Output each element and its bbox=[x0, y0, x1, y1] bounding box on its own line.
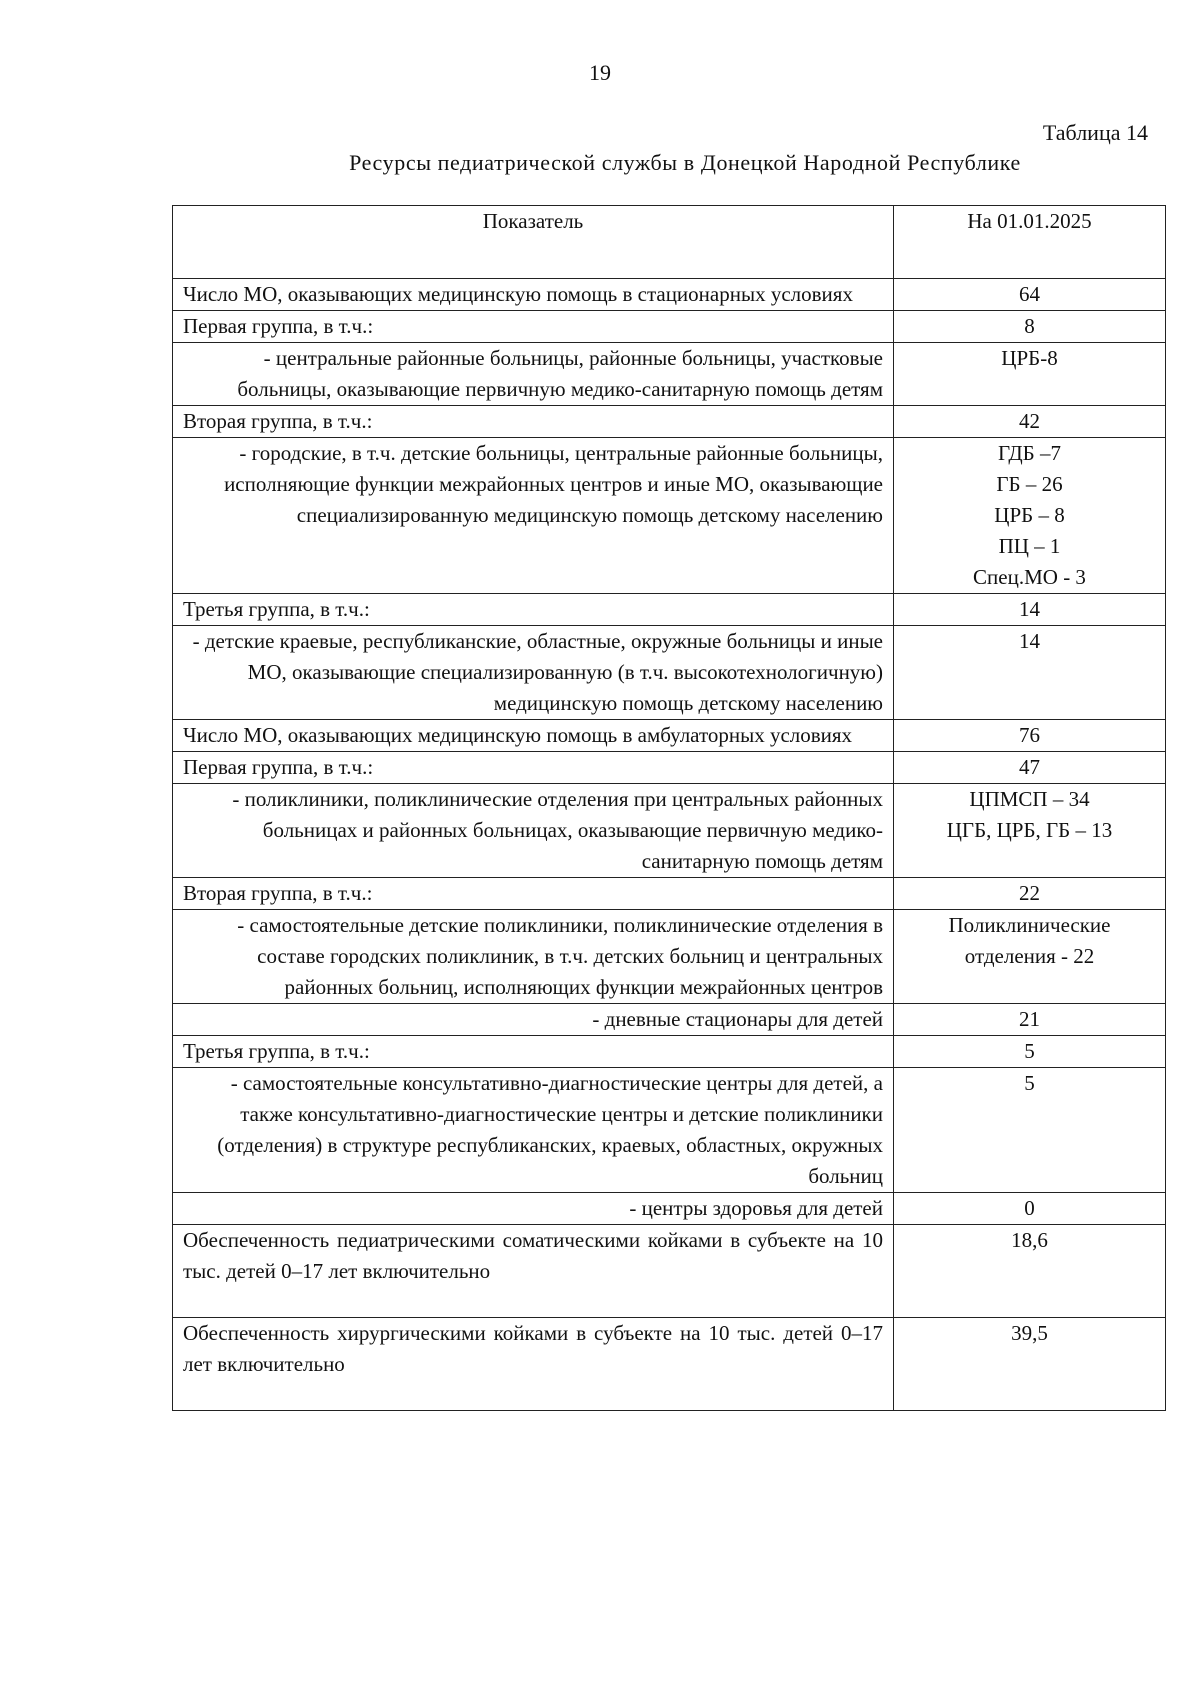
row-value bbox=[894, 910, 1166, 1004]
table-row bbox=[173, 752, 1166, 784]
table-row bbox=[173, 878, 1166, 910]
row-indicator: Третья группа, в т.ч.: bbox=[173, 594, 894, 626]
row-value bbox=[894, 1004, 1166, 1036]
row-value-line: ЦПМСП – 34 bbox=[969, 787, 1090, 811]
row-value-line: 39,5 bbox=[1011, 1321, 1048, 1345]
row-value bbox=[894, 311, 1166, 343]
table-row bbox=[173, 406, 1166, 438]
row-value bbox=[894, 1068, 1166, 1193]
row-value-line: 0 bbox=[1024, 1196, 1035, 1220]
row-value bbox=[894, 626, 1166, 720]
row-value bbox=[894, 1193, 1166, 1225]
row-indicator: - поликлиники, поликлинические отделения при центральных районных больницах и районных больницах, оказывающие первичную медико-санитарную помощь детям bbox=[173, 784, 894, 878]
row-value bbox=[894, 406, 1166, 438]
table-row bbox=[173, 1193, 1166, 1225]
row-value bbox=[894, 343, 1166, 406]
table-row bbox=[173, 626, 1166, 720]
table-label: Таблица 14 bbox=[1042, 120, 1148, 145]
row-value-line: ГДБ –7 bbox=[998, 441, 1061, 465]
row-indicator: Первая группа, в т.ч.: bbox=[173, 311, 894, 343]
header-value: На 01.01.2025 bbox=[894, 206, 1166, 279]
row-value-line: 76 bbox=[1019, 723, 1040, 747]
row-indicator: Вторая группа, в т.ч.: bbox=[173, 406, 894, 438]
row-indicator: - самостоятельные консультативно-диагностические центры для детей, а также консультативно-диагностические центры и детские поликлиники (отделения) в структуре республиканских, краевых, областных, окружных больниц bbox=[173, 1068, 894, 1193]
row-value-line: Поликлинические bbox=[948, 913, 1111, 937]
row-value bbox=[894, 438, 1166, 594]
row-indicator: Обеспеченность педиатрическими соматическими койками в субъекте на 10 тыс. детей 0–17 лет включительно bbox=[173, 1225, 894, 1318]
table-row bbox=[173, 1036, 1166, 1068]
table-header-row bbox=[173, 206, 1166, 279]
table-row bbox=[173, 279, 1166, 311]
row-indicator: Число МО, оказывающих медицинскую помощь в стационарных условиях bbox=[173, 279, 894, 311]
row-indicator: - центры здоровья для детей bbox=[173, 1193, 894, 1225]
table-row bbox=[173, 1004, 1166, 1036]
row-value-line: 42 bbox=[1019, 409, 1040, 433]
row-indicator: Число МО, оказывающих медицинскую помощь в амбулаторных условиях bbox=[173, 720, 894, 752]
row-indicator: - дневные стационары для детей bbox=[173, 1004, 894, 1036]
table-body bbox=[173, 279, 1166, 1411]
header-indicator: Показатель bbox=[173, 206, 894, 279]
row-value-line: ЦРБ-8 bbox=[1001, 346, 1058, 370]
row-indicator: - детские краевые, республиканские, областные, окружные больницы и иные МО, оказывающие специализированную (в т.ч. высокотехнологичную) медицинскую помощь детскому населению bbox=[173, 626, 894, 720]
table-row bbox=[173, 1318, 1166, 1411]
row-value-line: ЦГБ, ЦРБ, ГБ – 13 bbox=[946, 818, 1113, 842]
table-row bbox=[173, 311, 1166, 343]
table-title: Ресурсы педиатрической службы в Донецкой Народной Республике bbox=[349, 150, 1021, 175]
row-value-line: 5 bbox=[1024, 1039, 1035, 1063]
row-value-line: 64 bbox=[1019, 282, 1040, 306]
row-value-line: 21 bbox=[1019, 1007, 1040, 1031]
row-value bbox=[894, 594, 1166, 626]
row-value bbox=[894, 720, 1166, 752]
row-value-line: 47 bbox=[1019, 755, 1040, 779]
row-value bbox=[894, 1225, 1166, 1318]
row-value-line: 22 bbox=[1019, 881, 1040, 905]
row-value bbox=[894, 784, 1166, 878]
table-row bbox=[173, 1225, 1166, 1318]
row-value-line: 8 bbox=[1024, 314, 1035, 338]
table-row bbox=[173, 594, 1166, 626]
row-value bbox=[894, 279, 1166, 311]
row-value bbox=[894, 878, 1166, 910]
row-value bbox=[894, 1036, 1166, 1068]
row-value-line: 18,6 bbox=[1011, 1228, 1048, 1252]
row-value-line: 5 bbox=[1024, 1071, 1035, 1095]
row-indicator: Третья группа, в т.ч.: bbox=[173, 1036, 894, 1068]
table-row bbox=[173, 784, 1166, 878]
resources-table bbox=[172, 205, 1166, 1411]
row-indicator: - центральные районные больницы, районные больницы, участковые больницы, оказывающие первичную медико-санитарную помощь детям bbox=[173, 343, 894, 406]
row-value-line: отделения - 22 bbox=[964, 944, 1095, 968]
row-value bbox=[894, 1318, 1166, 1411]
row-value-line: 14 bbox=[1019, 629, 1040, 653]
table-row bbox=[173, 720, 1166, 752]
row-value-line: ГБ – 26 bbox=[996, 472, 1063, 496]
row-indicator: Вторая группа, в т.ч.: bbox=[173, 878, 894, 910]
table-row bbox=[173, 343, 1166, 406]
row-indicator: - самостоятельные детские поликлиники, поликлинические отделения в составе городских поликлиник, в т.ч. детских больниц и центральных районных больниц, исполняющих функции межрайонных центров bbox=[173, 910, 894, 1004]
row-value-line: ПЦ – 1 bbox=[998, 534, 1061, 558]
row-value-line: Спец.МО - 3 bbox=[973, 565, 1086, 589]
row-value bbox=[894, 752, 1166, 784]
row-value-line: ЦРБ – 8 bbox=[994, 503, 1065, 527]
row-value-line: 14 bbox=[1019, 597, 1040, 621]
row-indicator: Обеспеченность хирургическими койками в субъекте на 10 тыс. детей 0–17 лет включительно bbox=[173, 1318, 894, 1411]
table-row bbox=[173, 1068, 1166, 1193]
table-row bbox=[173, 910, 1166, 1004]
table-row bbox=[173, 438, 1166, 594]
page-number: 19 bbox=[589, 60, 611, 85]
row-indicator: - городские, в т.ч. детские больницы, центральные районные больницы, исполняющие функции межрайонных центров и иные МО, оказывающие специализированную медицинскую помощь детскому населению bbox=[173, 438, 894, 594]
row-indicator: Первая группа, в т.ч.: bbox=[173, 752, 894, 784]
